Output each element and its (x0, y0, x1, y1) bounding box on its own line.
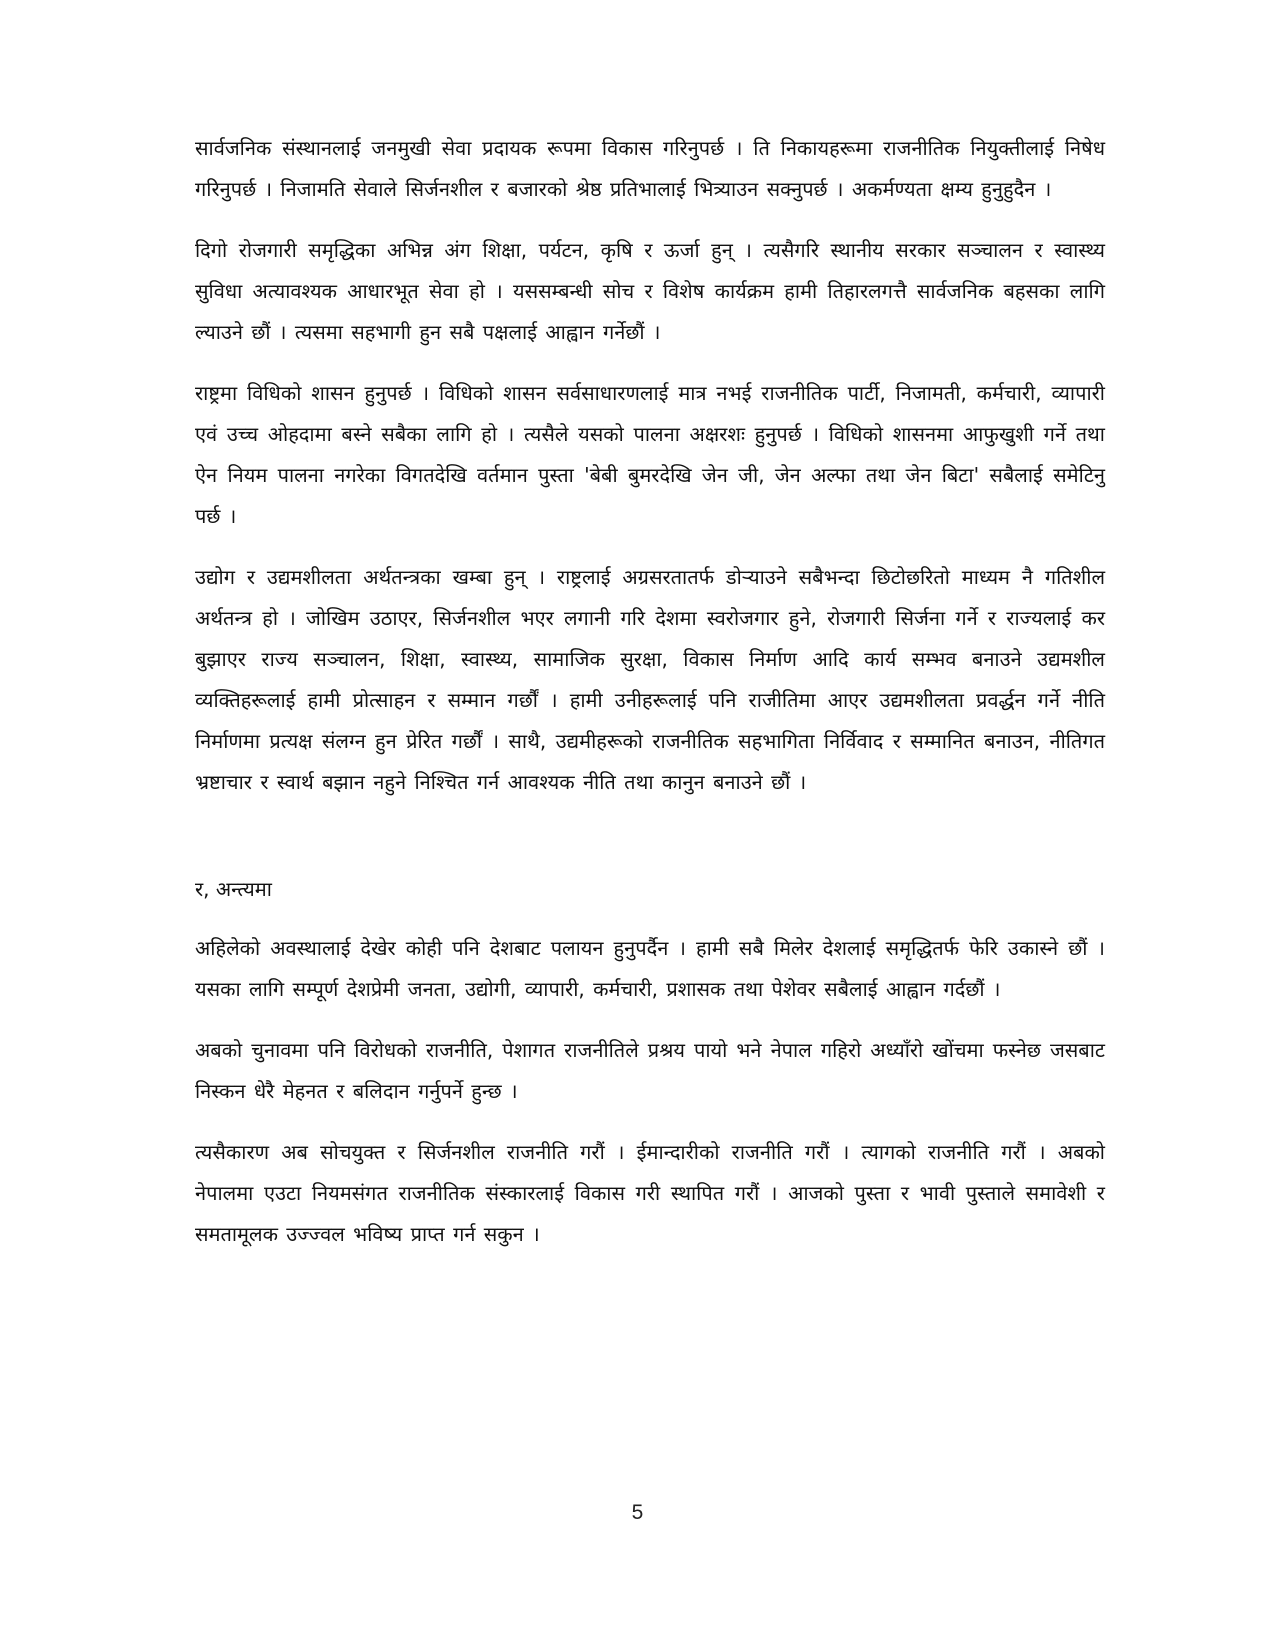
paragraph-industry-entrepreneurship: उद्योग र उद्यमशीलता अर्थतन्त्रका खम्बा हुन् । राष्ट्रलाई अग्रसरतातर्फ डोऱ्याउने सबैभन्दा छिटोछरितो माध्यम नै गतिशील अर्थतन्त्र हो । जोखिम उठाएर, सिर्जनशील भएर लगानी गरि देशमा स्वरोजगार हुने, रोजगारी सिर्जना गर्ने र राज्यलाई कर बुझाएर राज्य सञ्चालन, शिक्षा, स्वास्थ्य, सामाजिक सुरक्षा, विकास निर्माण आदि कार्य सम्भव बनाउने उद्यमशील व्यक्तिहरूलाई हामी प्रोत्साहन र सम्मान गर्छौं । हामी उनीहरूलाई पनि राजीतिमा आएर उद्यमशीलता प्रवर्द्धन गर्ने नीति निर्माणमा प्रत्यक्ष संलग्न हुन प्रेरित गर्छौं । साथै, उद्यमीहरूको राजनीतिक सहभागिता निर्विवाद र सम्मानित बनाउन, नीतिगत भ्रष्टाचार र स्वार्थ बझान नहुने निश्चित गर्न आवश्यक नीति तथा कानुन बनाउने छौं । (195, 565, 1105, 794)
paragraph-public-enterprises: सार्वजनिक संस्थानलाई जनमुखी सेवा प्रदायक रूपमा विकास गरिनुपर्छ । ति निकायहरूमा राजनीतिक नियुक्तीलाई निषेध गरिनुपर्छ । निजामति सेवाले सिर्जनशील र बजारको श्रेष्ठ प्रतिभालाई भित्र्याउन सक्नुपर्छ । अकर्मण्यता क्षम्य हुनुहुदैन । (195, 136, 1105, 201)
paragraph-sustainable-employment: दिगो रोजगारी समृद्धिका अभिन्न अंग शिक्षा, पर्यटन, कृषि र ऊर्जा हुन् । त्यसैगरि स्थानीय सरकार सञ्चालन र स्वास्थ्य सुविधा अत्यावश्यक आधारभूत सेवा हो । यससम्बन्धी सोच र विशेष कार्यक्रम हामी तिहारलगत्तै सार्वजनिक बहसका लागि ल्याउने छौं । त्यसमा सहभागी हुन सबै पक्षलाई आह्वान गर्नेछौं । (195, 238, 1105, 344)
page-number: 5 (631, 1501, 644, 1524)
section-heading: र, अन्त्यमा (195, 877, 272, 901)
paragraph-next-election: अबको चुनावमा पनि विरोधको राजनीति, पेशागत राजनीतिले प्रश्रय पायो भने नेपाल गहिरो अध्याँरो खोंचमा फस्नेछ जसबाट निस्कन धेरै मेहनत र बलिदान गर्नुपर्ने हुन्छ । (195, 1038, 1105, 1103)
paragraph-current-situation: अहिलेको अवस्थालाई देखेर कोही पनि देशबाट पलायन हुनुपर्दैन । हामी सबै मिलेर देशलाई समृद्धितर्फ फेरि उकास्ने छौं । यसका लागि सम्पूर्ण देशप्रेमी जनता, उद्योगी, व्यापारी, कर्मचारी, प्रशासक तथा पेशेवर सबैलाई आह्वान गर्दछौं । (195, 936, 1105, 1001)
page-body (195, 128, 1105, 1275)
paragraph-conclusion: त्यसैकारण अब सोचयुक्त र सिर्जनशील राजनीति गरौं । ईमान्दारीको राजनीति गरौं । त्यागको राजनीति गरौं । अबको नेपालमा एउटा नियमसंगत राजनीतिक संस्कारलाई विकास गरी स्थापित गरौं । आजको पुस्ता र भावी पुस्ताले समावेशी र समतामूलक उज्ज्वल भविष्य प्राप्त गर्न सकुन । (195, 1140, 1105, 1246)
paragraph-rule-of-law: राष्ट्रमा विधिको शासन हुनुपर्छ । विधिको शासन सर्वसाधारणलाई मात्र नभई राजनीतिक पार्टी, निजामती, कर्मचारी, व्यापारी एवं उच्च ओहदामा बस्ने सबैका लागि हो । त्यसैले यसको पालना अक्षरशः हुनुपर्छ । विधिको शासनमा आफुखुशी गर्ने तथा ऐन नियम पालना नगरेका विगतदेखि वर्तमान पुस्ता 'बेबी बुमरदेखि जेन जी, जेन अल्फा तथा जेन बिटा' सबैलाई समेटिनु पर्छ । (195, 381, 1105, 528)
